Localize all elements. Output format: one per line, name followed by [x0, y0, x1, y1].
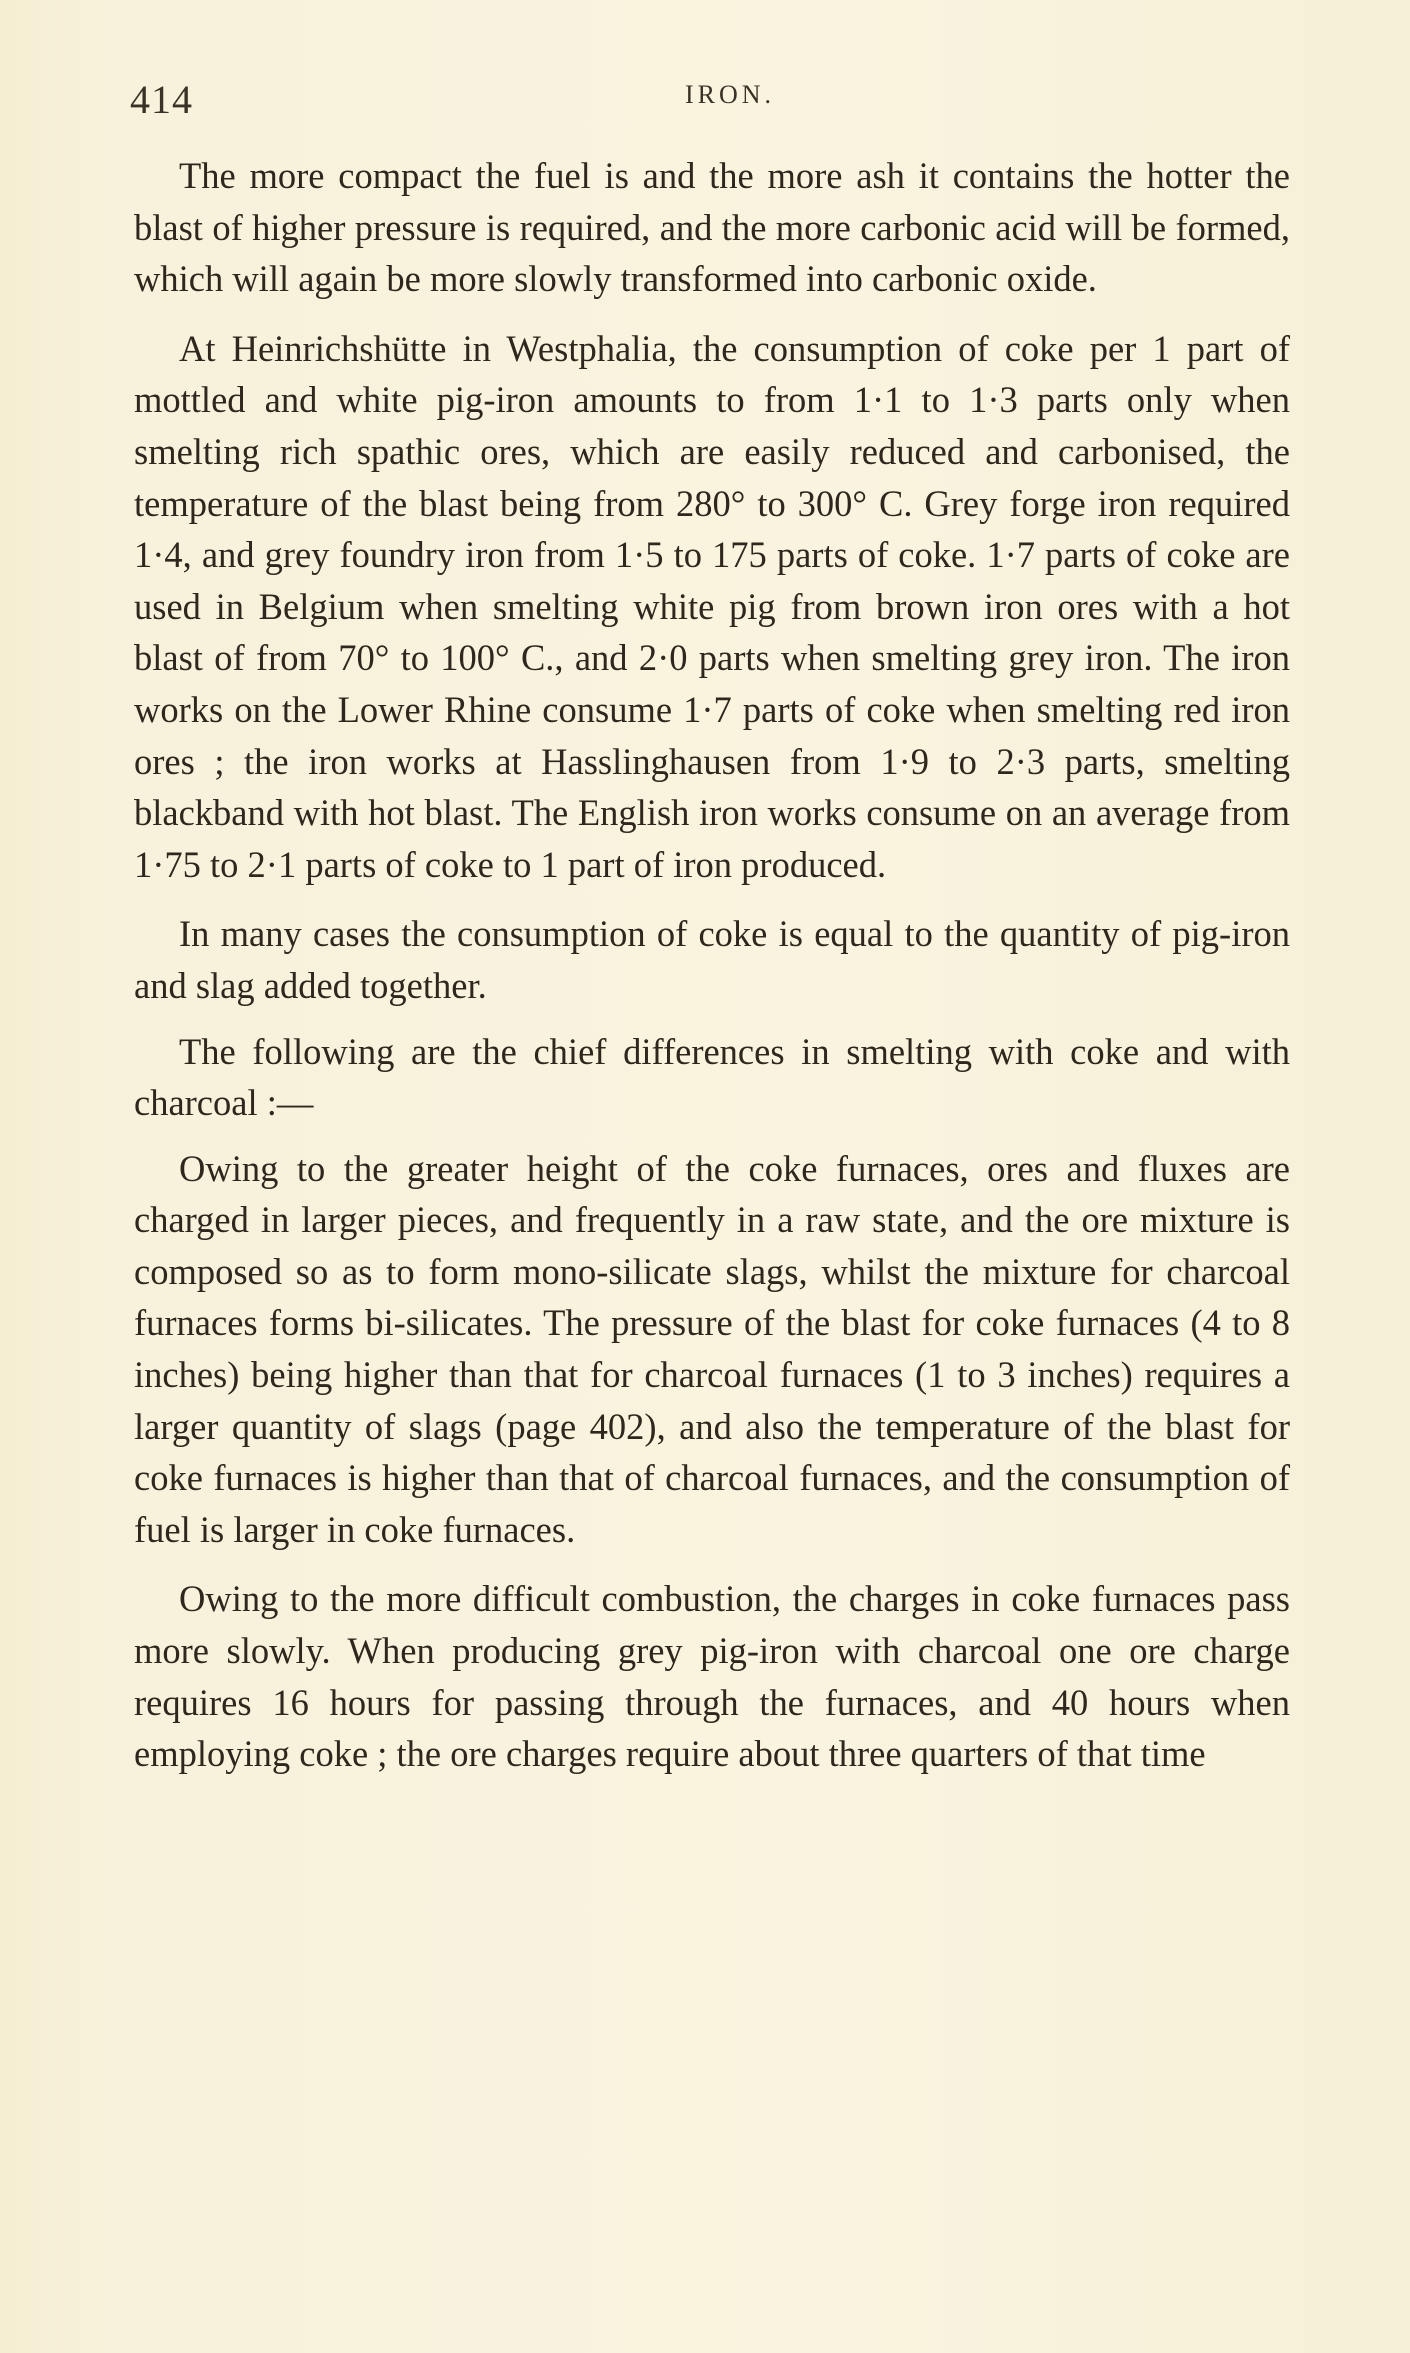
page-number: 414: [130, 77, 193, 122]
paragraph-differences-intro: The following are the chief differences in smelting with coke and with charcoal :—: [134, 1030, 1290, 1124]
running-head: IRON.: [684, 80, 776, 109]
paragraph-furnace-height: Owing to the greater height of the coke furnaces, ores and fluxes are charged in larger pieces, and frequently in a raw state, and the ore mixture is composed so as to form mono-silicate slags, whilst the mixture for charcoal furnaces forms bi-silicates. The pressure of the blast for coke furnaces (4 to 8 inches) being higher than that for charcoal furnaces (1 to 3 inches) requires a larger quantity of slags (page 402), and also the temperature of the blast for coke furnaces is higher than that of charcoal furnaces, and the consumption of fuel is larger in coke furnaces.: [134, 1147, 1290, 1550]
paragraph-coke-equal-quantity: In many cases the consumption of coke is equal to the quantity of pig-iron and slag added together.: [134, 913, 1290, 1006]
paragraph-combustion-speed: Owing to the more difficult combustion, the charges in coke furnaces pass more slowly. When producing grey pig-iron with charcoal one ore charge requires 16 hours for passing through the furnaces, and 40 hours when employing coke ; the ore charges require about three quarters of that time: [134, 1578, 1290, 1775]
body-text: [134, 150, 1290, 1798]
page-header: [130, 76, 1290, 126]
paragraph-fuel-compactness: The more compact the fuel is and the more ash it contains the hotter the blast of higher pressure is required, and the more carbonic acid will be formed, which will again be more slowly transformed into carbonic oxide.: [134, 155, 1290, 300]
paragraph-heinrichshutte-consumption: At Heinrichshütte in Westphalia, the consumption of coke per 1 part of mottled and white pig-iron amounts to from 1·1 to 1·3 parts only when smelting rich spathic ores, which are easily reduced and carbonised, the temperature of the blast being from 280° to 300° C. Grey forge iron required 1·4, and grey foundry iron from 1·5 to 175 parts of coke. 1·7 parts of coke are used in Belgium when smelting white pig from brown iron ores with a hot blast of from 70° to 100° C., and 2·0 parts when smelting grey iron. The iron works on the Lower Rhine consume 1·7 parts of coke when smelting red iron ores ; the iron works at Hasslinghausen from 1·9 to 2·3 parts, smelting blackband with hot blast. The English iron works consume on an average from 1·75 to 2·1 parts of coke to 1 part of iron produced.: [134, 327, 1290, 885]
